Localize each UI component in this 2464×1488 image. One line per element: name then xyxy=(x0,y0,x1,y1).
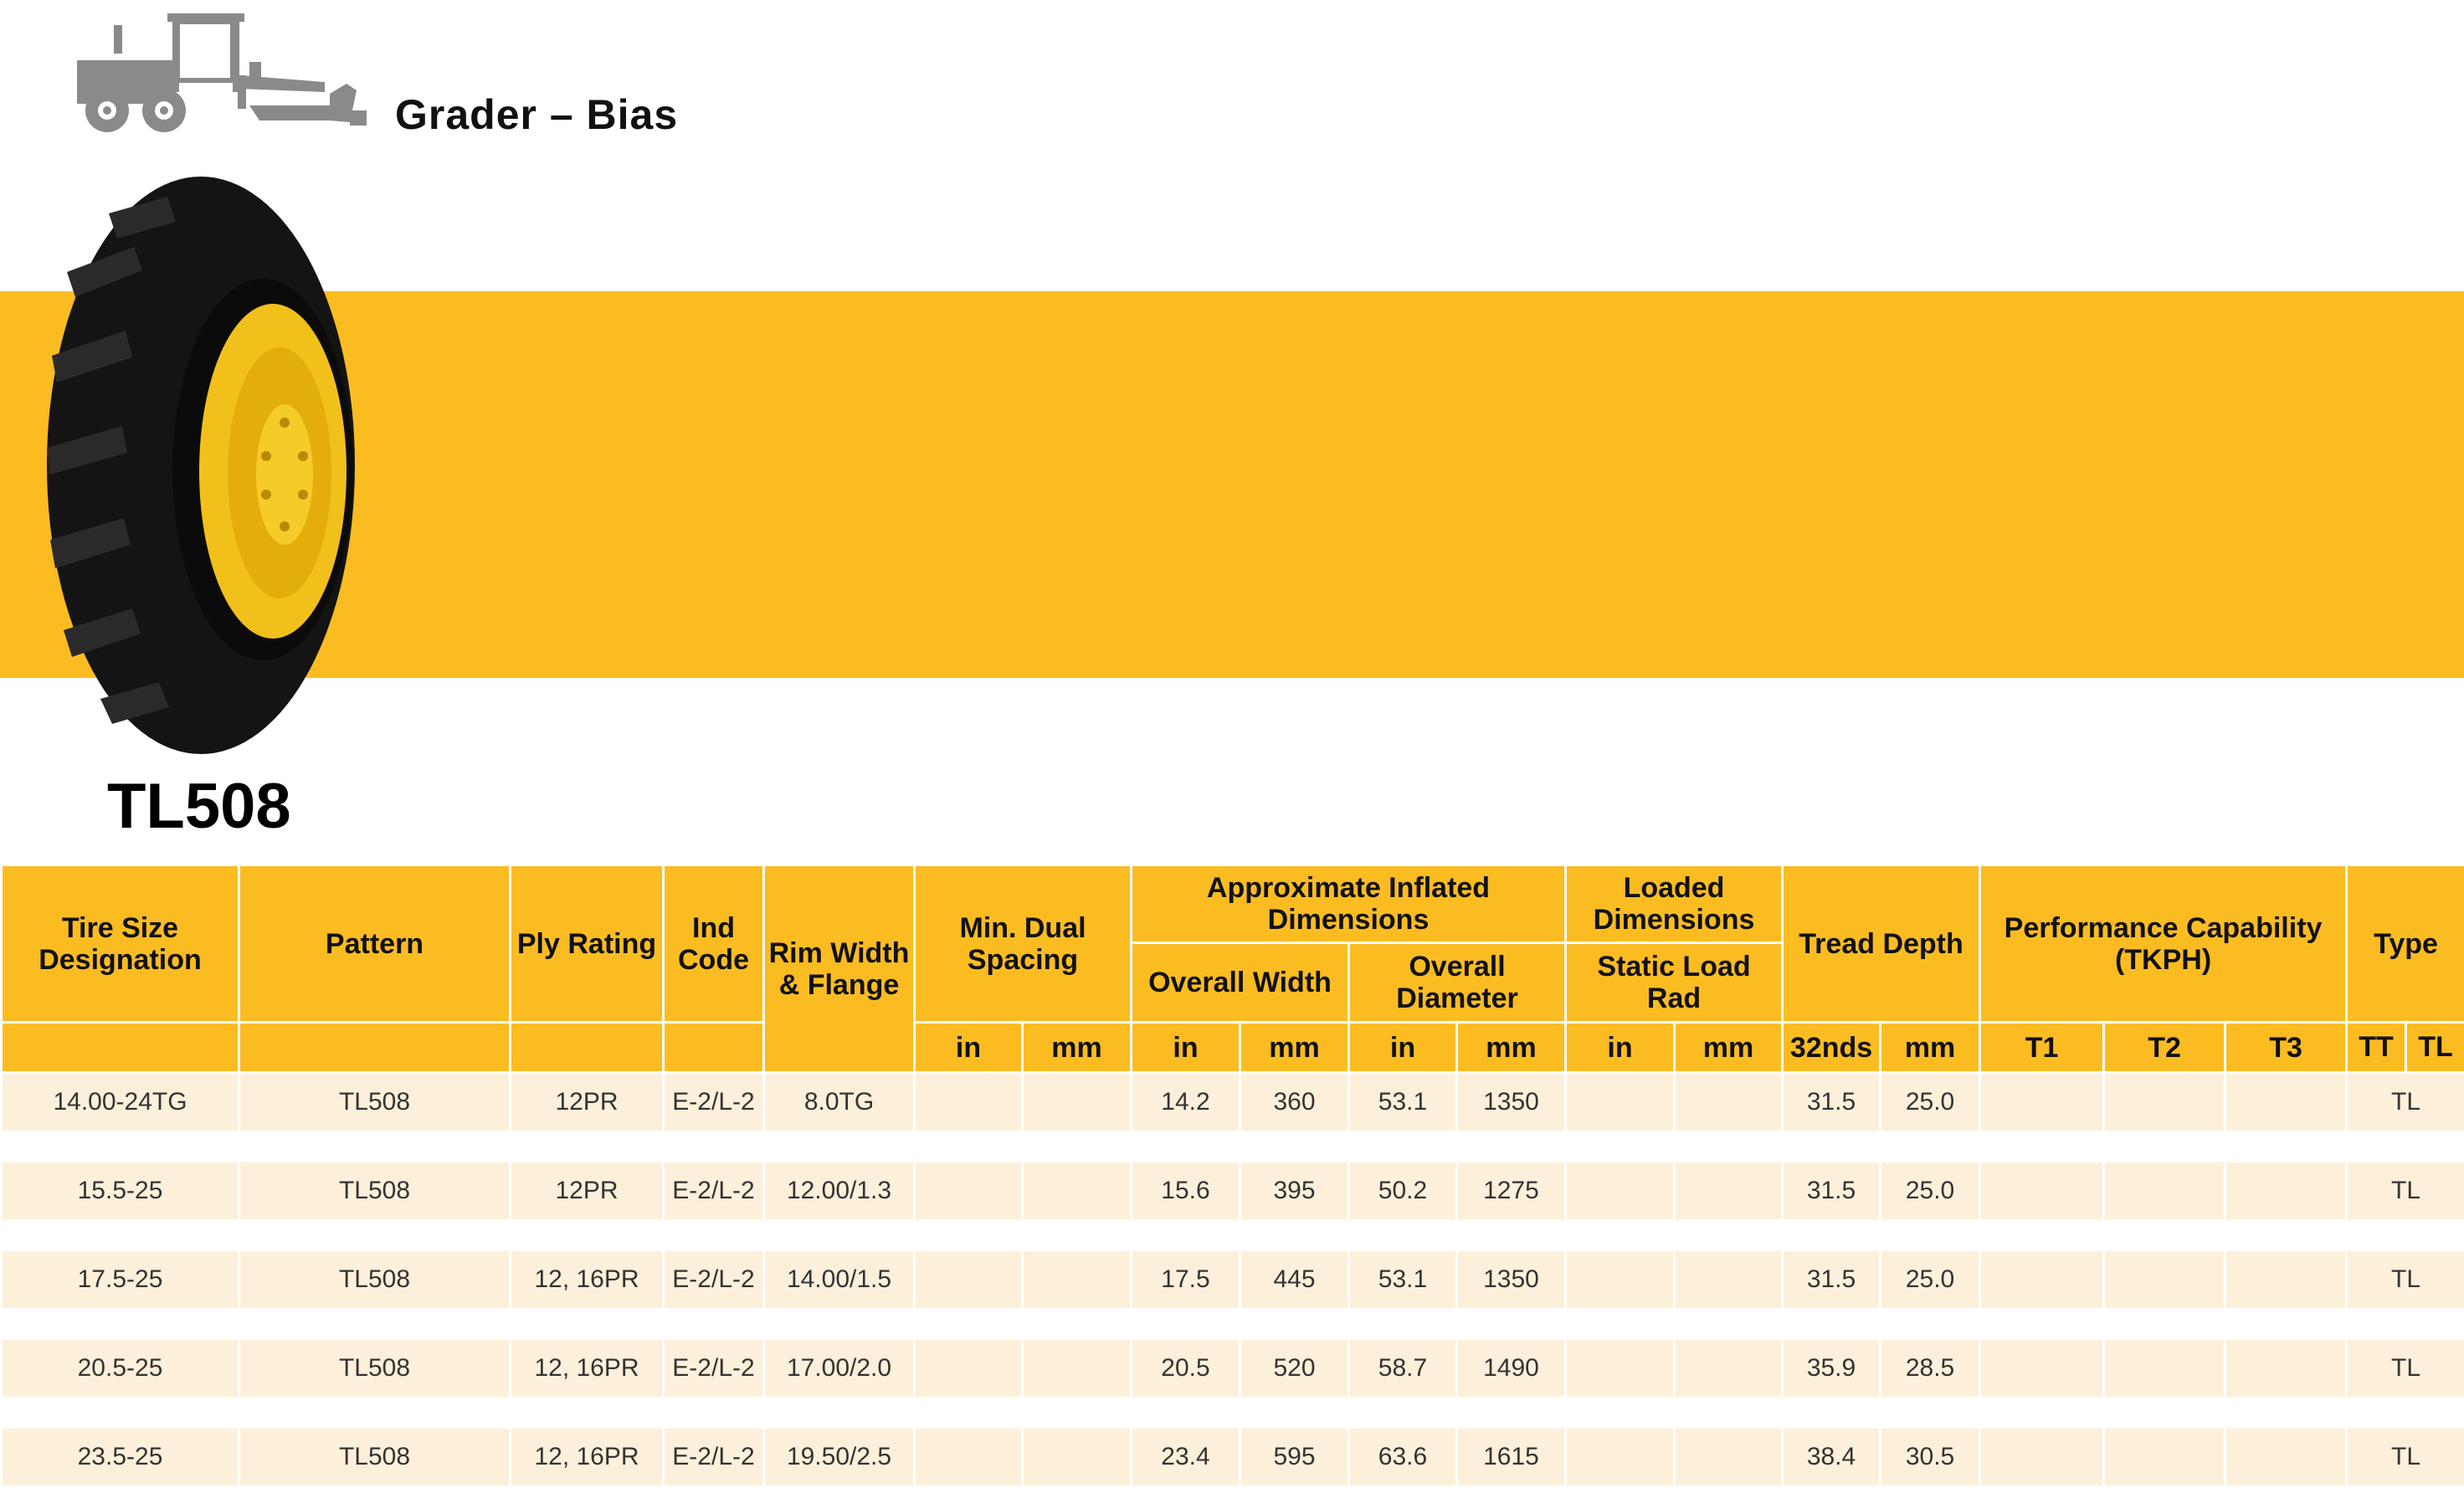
spacer-cell xyxy=(664,1219,764,1251)
cell-type: TL xyxy=(2347,1251,2464,1308)
spacer-cell xyxy=(1980,1308,2104,1340)
table-row xyxy=(2,1429,2464,1485)
spacer-cell xyxy=(764,1308,915,1340)
row-spacer xyxy=(2,1397,2464,1429)
cell-dual-in xyxy=(915,1073,1023,1131)
header-approx-inflated: Approximate Inflated Dimensions xyxy=(1132,865,1566,943)
cell-t3 xyxy=(2225,1073,2347,1131)
cell-type: TL xyxy=(2347,1340,2464,1397)
cell-pattern: TL508 xyxy=(239,1251,511,1308)
cell-diameter-mm: 1350 xyxy=(1457,1251,1566,1308)
spacer-cell xyxy=(1240,1219,1349,1251)
cell-pattern: TL508 xyxy=(239,1162,511,1219)
header-performance: Performance Capability (TKPH) xyxy=(1980,865,2347,1023)
spacer-cell xyxy=(1132,1397,1240,1429)
cell-load-rad-in xyxy=(1566,1162,1675,1219)
spacer-cell xyxy=(1132,1308,1240,1340)
spacer-cell xyxy=(1881,1308,1980,1340)
table-row xyxy=(2,1340,2464,1397)
header-unit-cell xyxy=(664,1023,764,1073)
spacer-cell xyxy=(1566,1131,1675,1162)
cell-width-mm: 595 xyxy=(1240,1429,1349,1485)
spacer-cell xyxy=(1349,1308,1457,1340)
cell-width-mm: 445 xyxy=(1240,1251,1349,1308)
header-overall-diameter: Overall Diameter xyxy=(1349,943,1566,1023)
spacer-cell xyxy=(1675,1308,1783,1340)
spacer-cell xyxy=(915,1131,1023,1162)
cell-dual-in xyxy=(915,1251,1023,1308)
header-loaded: Loaded Dimensions xyxy=(1566,865,1783,943)
row-spacer xyxy=(2,1219,2464,1251)
spacer-cell xyxy=(1240,1308,1349,1340)
spacer-cell xyxy=(239,1131,511,1162)
unit-width-in: in xyxy=(1132,1023,1240,1073)
cell-type: TL xyxy=(2347,1429,2464,1485)
spacer-cell xyxy=(1566,1308,1675,1340)
spacer-cell xyxy=(511,1308,664,1340)
cell-tread-32nds: 31.5 xyxy=(1783,1073,1881,1131)
cell-width-in: 17.5 xyxy=(1132,1251,1240,1308)
cell-ply-rating: 12PR xyxy=(511,1073,664,1131)
unit-tt: TT xyxy=(2348,1024,2407,1071)
cell-t1 xyxy=(1980,1251,2104,1308)
cell-width-in: 14.2 xyxy=(1132,1073,1240,1131)
header-unit-cell xyxy=(2,1023,239,1073)
header-tire-size: Tire Size Designation xyxy=(2,865,239,1023)
cell-type: TL xyxy=(2347,1162,2464,1219)
cell-dual-mm xyxy=(1023,1429,1132,1485)
spacer-cell xyxy=(1349,1131,1457,1162)
spacer-cell xyxy=(764,1397,915,1429)
cell-diameter-in: 53.1 xyxy=(1349,1073,1457,1131)
spacer-cell xyxy=(1240,1397,1349,1429)
cell-t2 xyxy=(2104,1429,2225,1485)
cell-ind-code: E-2/L-2 xyxy=(664,1073,764,1131)
header-overall-width: Overall Width xyxy=(1132,943,1349,1023)
spacer-cell xyxy=(2104,1219,2225,1251)
cell-dual-mm xyxy=(1023,1073,1132,1131)
spacer-cell xyxy=(1457,1308,1566,1340)
unit-min-dual-in: in xyxy=(915,1023,1023,1073)
row-spacer xyxy=(2,1308,2464,1340)
unit-tread-mm: mm xyxy=(1881,1023,1980,1073)
cell-tread-mm: 25.0 xyxy=(1881,1162,1980,1219)
cell-rim: 12.00/1.3 xyxy=(764,1162,915,1219)
cell-tread-mm: 25.0 xyxy=(1881,1251,1980,1308)
cell-load-rad-in xyxy=(1566,1429,1675,1485)
cell-tire-size: 14.00-24TG xyxy=(2,1073,239,1131)
spacer-cell xyxy=(1881,1219,1980,1251)
table-row xyxy=(2,1162,2464,1219)
cell-ply-rating: 12, 16PR xyxy=(511,1251,664,1308)
spacer-cell xyxy=(764,1131,915,1162)
unit-type-split xyxy=(2347,1023,2464,1073)
cell-tire-size: 15.5-25 xyxy=(2,1162,239,1219)
spacer-cell xyxy=(764,1219,915,1251)
spacer-cell xyxy=(1980,1131,2104,1162)
header-min-dual: Min. Dual Spacing xyxy=(915,865,1132,1023)
cell-type: TL xyxy=(2347,1073,2464,1131)
cell-width-mm: 395 xyxy=(1240,1162,1349,1219)
header-ind-code: Ind Code xyxy=(664,865,764,1023)
spacer-cell xyxy=(1457,1219,1566,1251)
spec-table xyxy=(0,864,2464,1485)
spacer-cell xyxy=(1783,1308,1881,1340)
spacer-cell xyxy=(1023,1308,1132,1340)
cell-pattern: TL508 xyxy=(239,1340,511,1397)
spacer-cell xyxy=(2104,1131,2225,1162)
spacer-cell xyxy=(511,1397,664,1429)
cell-ind-code: E-2/L-2 xyxy=(664,1251,764,1308)
header-tread-depth: Tread Depth xyxy=(1783,865,1980,1023)
spacer-cell xyxy=(2347,1397,2464,1429)
spacer-cell xyxy=(915,1219,1023,1251)
spacer-cell xyxy=(2104,1397,2225,1429)
unit-t2: T2 xyxy=(2104,1023,2225,1073)
spacer-cell xyxy=(2,1219,239,1251)
spacer-cell xyxy=(1675,1131,1783,1162)
cell-load-rad-in xyxy=(1566,1340,1675,1397)
cell-dual-mm xyxy=(1023,1251,1132,1308)
spacer-cell xyxy=(1675,1397,1783,1429)
spacer-cell xyxy=(1349,1397,1457,1429)
spacer-cell xyxy=(1023,1219,1132,1251)
spacer-cell xyxy=(915,1308,1023,1340)
cell-width-in: 15.6 xyxy=(1132,1162,1240,1219)
spacer-cell xyxy=(915,1397,1023,1429)
cell-dual-in xyxy=(915,1340,1023,1397)
cell-load-rad-mm xyxy=(1675,1251,1783,1308)
spacer-cell xyxy=(664,1131,764,1162)
spacer-cell xyxy=(664,1397,764,1429)
spacer-cell xyxy=(2347,1308,2464,1340)
spacer-cell xyxy=(1980,1397,2104,1429)
spacer-cell xyxy=(1132,1131,1240,1162)
cell-t1 xyxy=(1980,1162,2104,1219)
spacer-cell xyxy=(2225,1397,2347,1429)
cell-tread-mm: 25.0 xyxy=(1881,1073,1980,1131)
cell-t3 xyxy=(2225,1162,2347,1219)
cell-ply-rating: 12, 16PR xyxy=(511,1340,664,1397)
cell-t3 xyxy=(2225,1251,2347,1308)
cell-tread-32nds: 35.9 xyxy=(1783,1340,1881,1397)
table-row xyxy=(2,1073,2464,1131)
cell-ind-code: E-2/L-2 xyxy=(664,1429,764,1485)
cell-tread-32nds: 31.5 xyxy=(1783,1251,1881,1308)
cell-width-in: 23.4 xyxy=(1132,1429,1240,1485)
spacer-cell xyxy=(239,1397,511,1429)
cell-t2 xyxy=(2104,1251,2225,1308)
spacer-cell xyxy=(1566,1397,1675,1429)
spacer-cell xyxy=(1457,1131,1566,1162)
cell-tire-size: 17.5-25 xyxy=(2,1251,239,1308)
cell-diameter-mm: 1490 xyxy=(1457,1340,1566,1397)
cell-tread-32nds: 38.4 xyxy=(1783,1429,1881,1485)
cell-dual-in xyxy=(915,1162,1023,1219)
cell-ply-rating: 12, 16PR xyxy=(511,1429,664,1485)
spacer-cell xyxy=(1457,1397,1566,1429)
spacer-cell xyxy=(2225,1219,2347,1251)
unit-load-rad-in: in xyxy=(1566,1023,1675,1073)
spacer-cell xyxy=(1881,1131,1980,1162)
unit-t3: T3 xyxy=(2225,1023,2347,1073)
spacer-cell xyxy=(239,1219,511,1251)
cell-pattern: TL508 xyxy=(239,1073,511,1131)
spacer-cell xyxy=(1023,1397,1132,1429)
header-ply-rating: Ply Rating xyxy=(511,865,664,1023)
cell-t1 xyxy=(1980,1429,2104,1485)
cell-width-mm: 520 xyxy=(1240,1340,1349,1397)
cell-t3 xyxy=(2225,1340,2347,1397)
tire-icon xyxy=(42,172,363,759)
header-unit-cell xyxy=(511,1023,664,1073)
cell-tire-size: 20.5-25 xyxy=(2,1340,239,1397)
cell-t2 xyxy=(2104,1340,2225,1397)
spacer-cell xyxy=(511,1131,664,1162)
header-banner xyxy=(0,291,2464,678)
table-row xyxy=(2,1251,2464,1308)
cell-t2 xyxy=(2104,1162,2225,1219)
spacer-cell xyxy=(2,1308,239,1340)
cell-dual-mm xyxy=(1023,1340,1132,1397)
spacer-cell xyxy=(2347,1131,2464,1162)
spacer-cell xyxy=(2347,1219,2464,1251)
spacer-cell xyxy=(1349,1219,1457,1251)
cell-tread-32nds: 31.5 xyxy=(1783,1162,1881,1219)
cell-load-rad-mm xyxy=(1675,1429,1783,1485)
unit-tl: TL xyxy=(2418,1031,2453,1063)
cell-tire-size: 23.5-25 xyxy=(2,1429,239,1485)
spacer-cell xyxy=(1132,1219,1240,1251)
cell-tread-mm: 30.5 xyxy=(1881,1429,1980,1485)
spacer-cell xyxy=(2,1131,239,1162)
cell-load-rad-in xyxy=(1566,1251,1675,1308)
unit-t1: T1 xyxy=(1980,1023,2104,1073)
header-unit-cell xyxy=(239,1023,511,1073)
cell-ind-code: E-2/L-2 xyxy=(664,1340,764,1397)
spacer-cell xyxy=(511,1219,664,1251)
cell-t1 xyxy=(1980,1073,2104,1131)
unit-min-dual-mm: mm xyxy=(1023,1023,1132,1073)
spacer-cell xyxy=(1980,1219,2104,1251)
unit-diameter-in: in xyxy=(1349,1023,1457,1073)
spacer-cell xyxy=(1566,1219,1675,1251)
cell-diameter-in: 63.6 xyxy=(1349,1429,1457,1485)
cell-t1 xyxy=(1980,1340,2104,1397)
cell-rim: 8.0TG xyxy=(764,1073,915,1131)
spacer-cell xyxy=(1675,1219,1783,1251)
cell-width-mm: 360 xyxy=(1240,1073,1349,1131)
cell-diameter-in: 53.1 xyxy=(1349,1251,1457,1308)
model-name: TL508 xyxy=(107,771,291,842)
cell-pattern: TL508 xyxy=(239,1429,511,1485)
cell-rim: 17.00/2.0 xyxy=(764,1340,915,1397)
cell-diameter-in: 58.7 xyxy=(1349,1340,1457,1397)
grader-icon xyxy=(74,13,372,136)
cell-width-in: 20.5 xyxy=(1132,1340,1240,1397)
unit-diameter-mm: mm xyxy=(1457,1023,1566,1073)
spacer-cell xyxy=(2,1397,239,1429)
cell-ind-code: E-2/L-2 xyxy=(664,1162,764,1219)
spacer-cell xyxy=(1783,1219,1881,1251)
cell-diameter-mm: 1615 xyxy=(1457,1429,1566,1485)
cell-load-rad-mm xyxy=(1675,1073,1783,1131)
cell-ply-rating: 12PR xyxy=(511,1162,664,1219)
spacer-cell xyxy=(1023,1131,1132,1162)
cell-diameter-mm: 1350 xyxy=(1457,1073,1566,1131)
header-rim: Rim Width & Flange xyxy=(764,865,915,1073)
spacer-cell xyxy=(1881,1397,1980,1429)
unit-load-rad-mm: mm xyxy=(1675,1023,1783,1073)
spacer-cell xyxy=(1783,1131,1881,1162)
cell-dual-in xyxy=(915,1429,1023,1485)
cell-load-rad-mm xyxy=(1675,1340,1783,1397)
spacer-cell xyxy=(1783,1397,1881,1429)
cell-dual-mm xyxy=(1023,1162,1132,1219)
cell-load-rad-in xyxy=(1566,1073,1675,1131)
cell-tread-mm: 28.5 xyxy=(1881,1340,1980,1397)
cell-diameter-in: 50.2 xyxy=(1349,1162,1457,1219)
unit-width-mm: mm xyxy=(1240,1023,1349,1073)
header-static-load-rad: Static Load Rad xyxy=(1566,943,1783,1023)
spacer-cell xyxy=(664,1308,764,1340)
header-pattern: Pattern xyxy=(239,865,511,1023)
header-type: Type xyxy=(2347,865,2464,1023)
cell-load-rad-mm xyxy=(1675,1162,1783,1219)
cell-diameter-mm: 1275 xyxy=(1457,1162,1566,1219)
row-spacer xyxy=(2,1131,2464,1162)
spacer-cell xyxy=(2225,1308,2347,1340)
spacer-cell xyxy=(239,1308,511,1340)
section-title: Grader – Bias xyxy=(395,91,679,138)
cell-rim: 14.00/1.5 xyxy=(764,1251,915,1308)
spacer-cell xyxy=(1240,1131,1349,1162)
cell-rim: 19.50/2.5 xyxy=(764,1429,915,1485)
spacer-cell xyxy=(2104,1308,2225,1340)
cell-t2 xyxy=(2104,1073,2225,1131)
spacer-cell xyxy=(2225,1131,2347,1162)
cell-t3 xyxy=(2225,1429,2347,1485)
unit-tread-32nds: 32nds xyxy=(1783,1023,1881,1073)
